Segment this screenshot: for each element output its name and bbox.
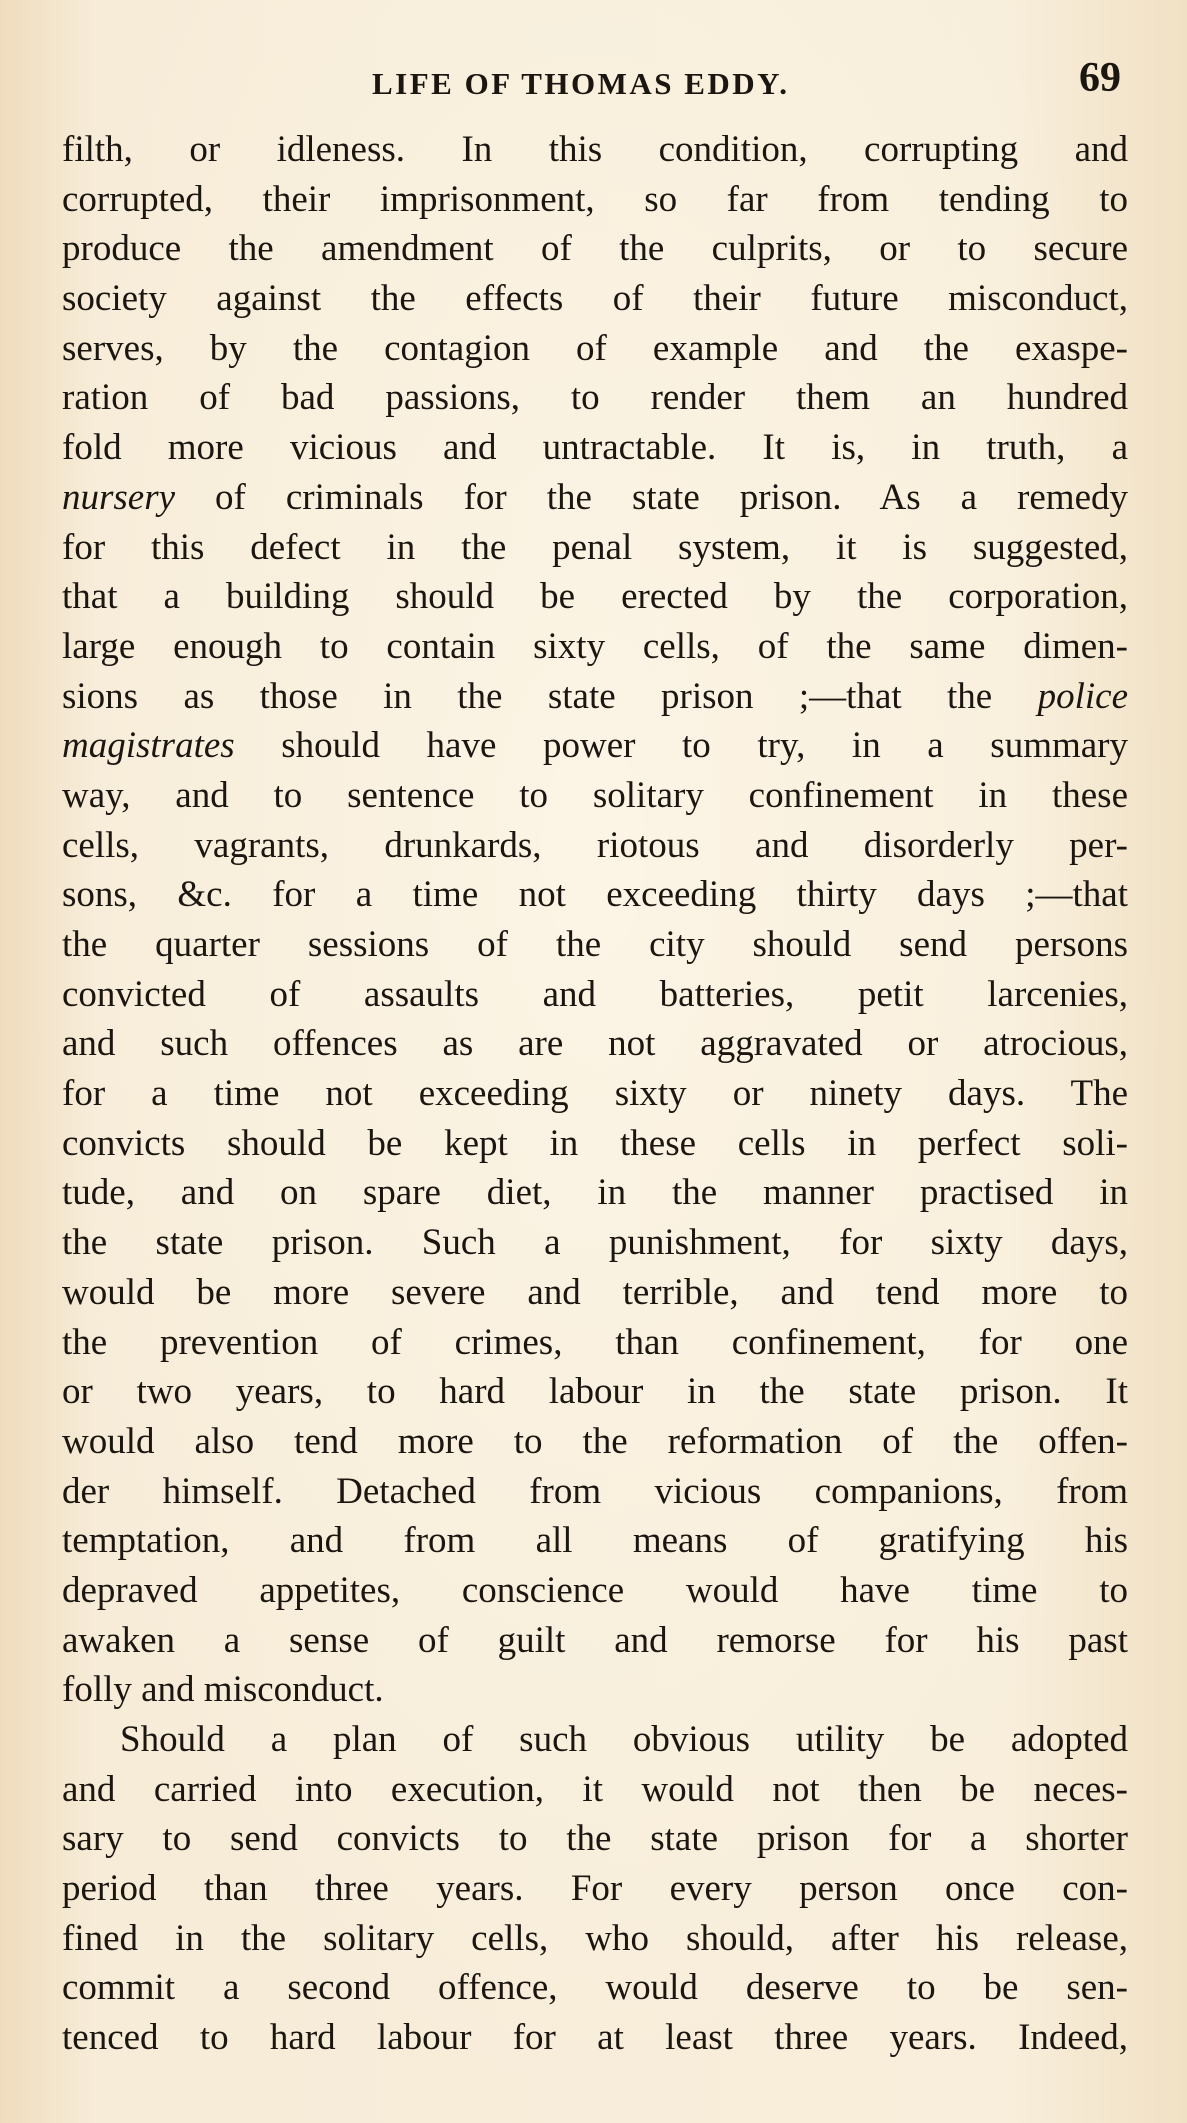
running-head-title: LIFE OF THOMAS EDDY. xyxy=(372,66,790,101)
text-line xyxy=(62,1218,1128,1268)
page-number: 69 xyxy=(1079,55,1121,101)
text-line xyxy=(62,1963,1128,2013)
line-text: large enough to contain sixty cells, of the same dimen- xyxy=(62,625,1128,667)
text-line xyxy=(62,1119,1128,1169)
line-text: society against the effects of their future misconduct, xyxy=(62,278,1128,320)
line-text: the state prison. Such a punishment, for sixty days, xyxy=(62,1222,1128,1264)
line-text: sary to send convicts to the state prison for a shorter xyxy=(62,1818,1128,1860)
line-text: for this defect in the penal system, it is suggested, xyxy=(62,526,1128,568)
line-text: convicts should be kept in these cells in perfect soli- xyxy=(62,1122,1128,1164)
text-line xyxy=(62,125,1128,175)
line-text: way, and to sentence to solitary confinement in these xyxy=(62,774,1128,816)
text-line xyxy=(62,672,1128,722)
line-text: depraved appetites, conscience would have time to xyxy=(62,1569,1128,1611)
line-text: der himself. Detached from vicious companions, from xyxy=(62,1470,1128,1512)
line-text: convicted of assaults and batteries, petit larcenies, xyxy=(62,973,1128,1015)
line-text: sons, &c. for a time not exceeding thirty days ;—that xyxy=(62,874,1128,916)
text-line xyxy=(62,970,1128,1020)
line-text: of criminals for the state prison. As a remedy xyxy=(175,476,1128,518)
text-line xyxy=(62,2013,1128,2063)
text-line xyxy=(62,920,1128,970)
text-line xyxy=(62,870,1128,920)
text-line xyxy=(62,821,1128,871)
text-line xyxy=(62,1318,1128,1368)
line-text: would be more severe and terrible, and tend more to xyxy=(62,1271,1128,1313)
text-line xyxy=(62,1864,1128,1914)
line-text: awaken a sense of guilt and remorse for his past xyxy=(62,1619,1128,1661)
text-line xyxy=(62,473,1128,523)
text-line xyxy=(62,1268,1128,1318)
line-text: cells, vagrants, drunkards, riotous and disorderly per- xyxy=(62,824,1128,866)
text-line xyxy=(62,1566,1128,1616)
line-text: period than three years. For every person once con- xyxy=(62,1868,1128,1910)
line-text: Should a plan of such obvious utility be adopted xyxy=(120,1719,1128,1760)
line-text: filth, or idleness. In this condition, corrupting and xyxy=(62,129,1128,170)
italic-word: magistrates xyxy=(62,725,235,767)
text-line xyxy=(62,1665,1128,1715)
line-text: tude, and on spare diet, in the manner practised in xyxy=(62,1172,1128,1214)
line-text: or two years, to hard labour in the state prison. It xyxy=(62,1371,1128,1413)
text-line xyxy=(62,324,1128,374)
text-line xyxy=(62,1616,1128,1666)
line-text: the quarter sessions of the city should send persons xyxy=(62,924,1128,965)
line-text: fold more vicious and untractable. It is, in truth, a xyxy=(62,427,1128,469)
line-text: corrupted, their imprisonment, so far from tending to xyxy=(62,178,1128,220)
line-text: produce the amendment of the culprits, or to secure xyxy=(62,228,1128,270)
text-line xyxy=(62,572,1128,622)
italic-word: police xyxy=(1037,675,1128,717)
text-line xyxy=(62,1367,1128,1417)
line-text: tenced to hard labour for at least three years. Indeed, xyxy=(62,2017,1128,2059)
line-text: fined in the solitary cells, who should, after his release, xyxy=(62,1917,1128,1959)
line-text: sions as those in the state prison ;—that the xyxy=(62,675,1038,717)
line-text: temptation, and from all means of gratifying his xyxy=(62,1520,1128,1562)
text-line xyxy=(62,373,1128,423)
italic-word: nursery xyxy=(62,476,176,518)
line-text: folly and misconduct. xyxy=(62,1669,384,1711)
text-line xyxy=(62,1417,1128,1467)
text-line xyxy=(62,1069,1128,1119)
line-text: would also tend more to the reformation of the offen- xyxy=(62,1420,1128,1462)
line-text: commit a second offence, would deserve to be sen- xyxy=(62,1967,1128,2009)
text-line xyxy=(62,1019,1128,1069)
text-line xyxy=(62,1914,1128,1964)
text-line xyxy=(62,721,1128,771)
text-line xyxy=(62,771,1128,821)
line-text: and such offences as are not aggravated or atrocious, xyxy=(62,1023,1128,1065)
text-line xyxy=(62,175,1128,225)
running-head xyxy=(0,48,1187,118)
line-text: ration of bad passions, to render them an hundred xyxy=(62,377,1128,419)
text-line xyxy=(62,1516,1128,1566)
text-line xyxy=(62,224,1128,274)
text-line xyxy=(62,1814,1128,1864)
text-line xyxy=(62,1168,1128,1218)
text-line xyxy=(62,1765,1128,1815)
line-text: that a building should be erected by the corporation, xyxy=(62,576,1128,618)
text-line xyxy=(62,423,1128,473)
body-text xyxy=(62,125,1128,2063)
line-text: serves, by the contagion of example and the exaspe- xyxy=(62,327,1128,369)
line-text: for a time not exceeding sixty or ninety days. The xyxy=(62,1073,1128,1115)
line-text: and carried into execution, it would not then be neces- xyxy=(62,1768,1128,1810)
line-text: should have power to try, in a summary xyxy=(234,725,1128,767)
text-line xyxy=(62,523,1128,573)
line-text: the prevention of crimes, than confinement, for one xyxy=(62,1321,1128,1363)
text-line xyxy=(62,622,1128,672)
text-line xyxy=(62,1715,1128,1765)
text-line xyxy=(62,274,1128,324)
text-line xyxy=(62,1467,1128,1517)
